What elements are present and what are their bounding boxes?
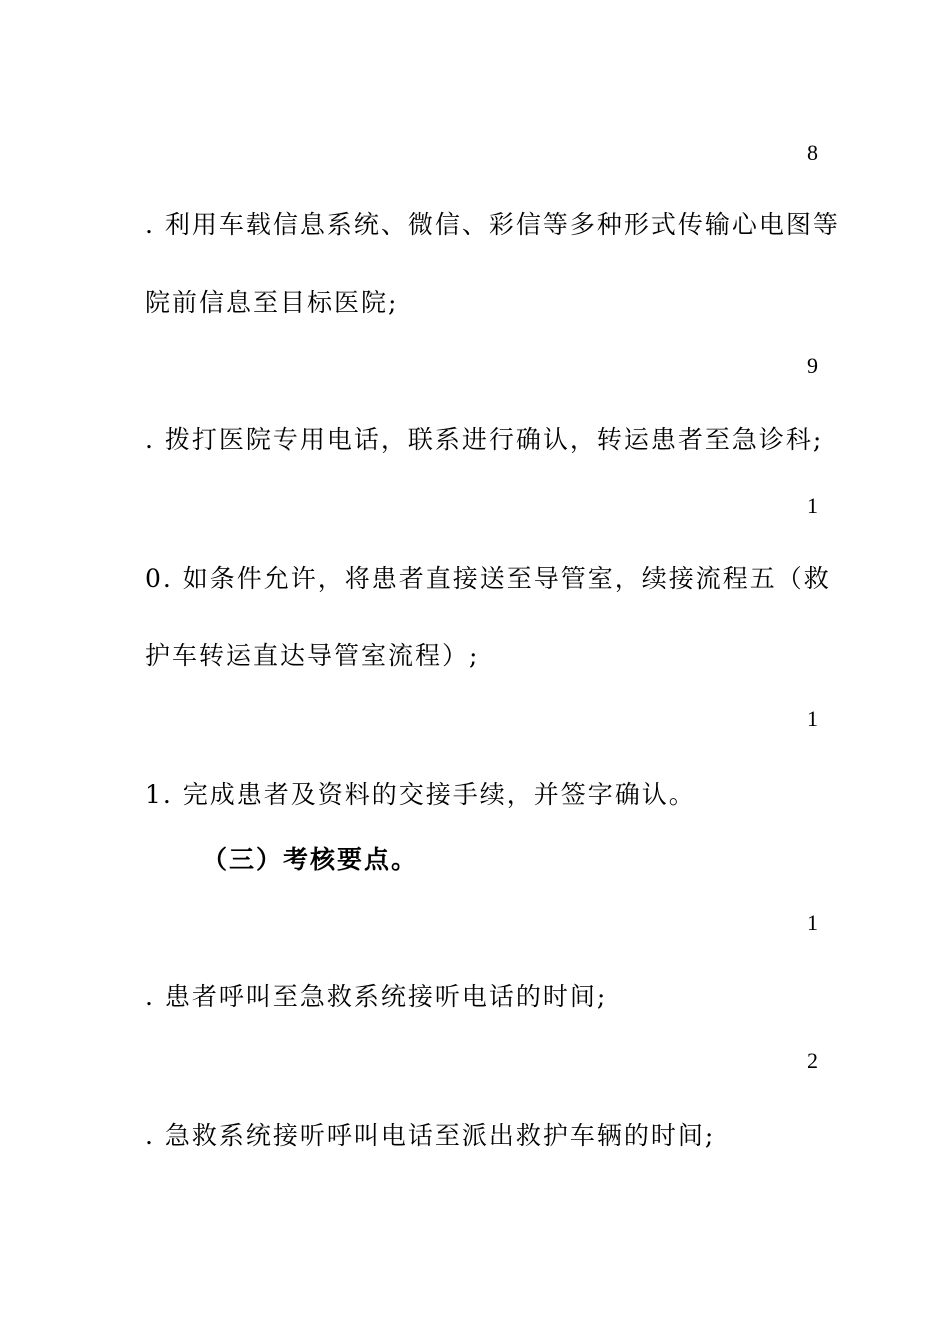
item-text-line: . 拨打医院专用电话，联系进行确认，转运患者至急诊科; (145, 425, 824, 454)
item-text-line: . 利用车载信息系统、微信、彩信等多种形式传输心电图等 (145, 210, 840, 239)
item-text-line: . 急救系统接听呼叫电话至派出救护车辆的时间; (145, 1121, 716, 1150)
item-number: 9 (807, 353, 818, 378)
section-heading: （三）考核要点。 (202, 845, 419, 874)
item-number: 1 (807, 706, 818, 731)
item-number: 1 (807, 910, 818, 935)
item-number: 8 (807, 140, 818, 165)
item-text-line: . 患者呼叫至急救系统接听电话的时间; (145, 982, 608, 1011)
item-text-line: 护车转运直达导管室流程）; (145, 641, 480, 670)
item-number: 1 (807, 493, 818, 518)
item-text-line: 1. 完成患者及资料的交接手续，并签字确认。 (145, 780, 696, 809)
item-text-line: 0. 如条件允许，将患者直接送至导管室，续接流程五（救 (145, 564, 831, 593)
item-number: 2 (807, 1048, 818, 1073)
item-text-line: 院前信息至目标医院; (145, 288, 399, 317)
